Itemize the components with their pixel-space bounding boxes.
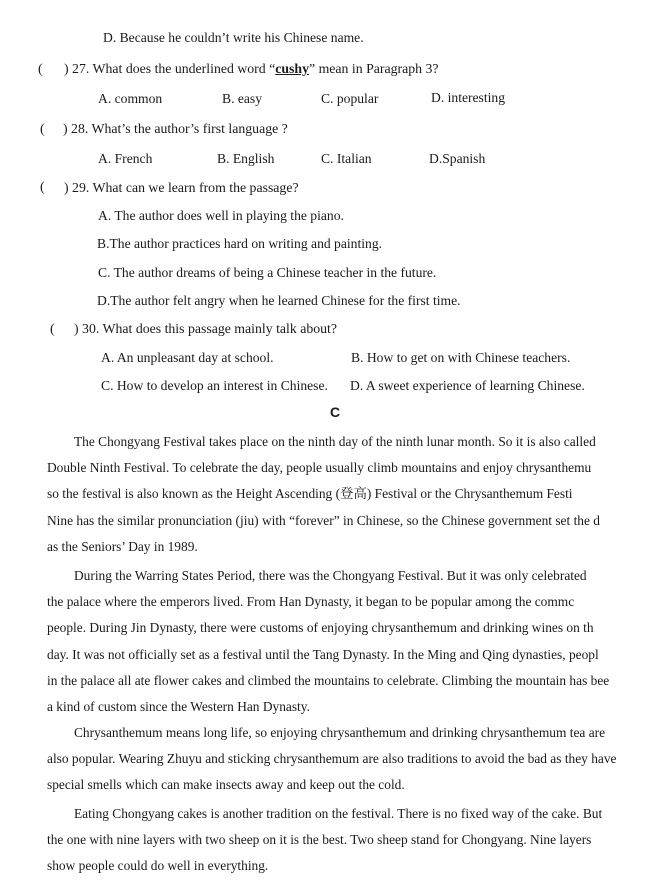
q29-answer-paren[interactable]: (	[40, 180, 45, 195]
q27-answer-paren[interactable]: (	[38, 62, 43, 77]
passage-line: special smells which can make insects away and keep out the cold.	[47, 777, 405, 793]
passage-paragraph-2	[47, 563, 656, 720]
passage-line: also popular. Wearing Zhuyu and sticking chrysanthemum are also traditions to avoid the bad as they have	[47, 751, 617, 767]
q27-underlined-word: cushy	[275, 61, 309, 76]
q29-stem-text: What can we learn from the passage?	[89, 180, 299, 195]
passage-paragraph-3	[47, 720, 656, 799]
q29-stem	[64, 179, 299, 197]
q27-number: ) 27.	[64, 61, 90, 76]
passage-line: the palace where the emperors lived. From Han Dynasty, it began to be popular among the commc	[47, 594, 575, 610]
passage-line: During the Warring States Period, there was the Chongyang Festival. But it was only celebrated	[74, 568, 587, 583]
passage-line: in the palace all ate flower cakes and climbed the mountains to celebrate. Climbing the mountain has bee	[47, 672, 610, 688]
q29-option-b[interactable]: B.The author practices hard on writing and painting.	[97, 236, 383, 251]
q27-stem	[64, 60, 438, 78]
passage-line: show people could do well in everything.	[47, 858, 269, 874]
q28-stem-text: What’s the author’s first language ?	[88, 121, 288, 136]
passage-paragraph-1	[47, 429, 656, 560]
q28-option-c[interactable]: C. Italian	[321, 151, 372, 166]
q28-option-a[interactable]: A. French	[98, 151, 153, 166]
q30-answer-paren[interactable]: (	[50, 322, 55, 337]
q29-number: ) 29.	[64, 180, 90, 195]
q27-stem-text-after: ” mean in Paragraph 3?	[309, 61, 439, 76]
passage-line: the one with nine layers with two sheep on it is the best. Two sheep stand for Chongyang. Nine layers	[47, 832, 592, 848]
q27-option-d[interactable]: D. interesting	[431, 90, 505, 105]
q28-stem	[63, 120, 288, 138]
q27-option-c[interactable]: C. popular	[321, 91, 379, 106]
q28-option-d[interactable]: D.Spanish	[429, 151, 486, 166]
passage-line: Double Ninth Festival. To celebrate the day, people usually climb mountains and enjoy chrysanthemu	[47, 460, 592, 476]
passage-line: day. It was not officially set as a festival until the Tang Dynasty. In the Ming and Qing dynasties, peopl	[47, 646, 599, 662]
q30-option-a[interactable]: A. An unpleasant day at school.	[101, 350, 274, 365]
section-heading: C	[330, 404, 341, 420]
q30-stem	[74, 320, 337, 338]
passage-line: a kind of custom since the Western Han Dynasty.	[47, 698, 310, 714]
q29-option-d[interactable]: D.The author felt angry when he learned Chinese for the first time.	[97, 293, 461, 308]
q30-option-d[interactable]: D. A sweet experience of learning Chinese.	[350, 378, 585, 393]
q29-option-a[interactable]: A. The author does well in playing the piano.	[98, 208, 344, 223]
q30-option-b[interactable]: B. How to get on with Chinese teachers.	[351, 350, 571, 365]
q29-option-c[interactable]: C. The author dreams of being a Chinese teacher in the future.	[98, 265, 437, 280]
passage-line: so the festival is also known as the Height Ascending (登高) Festival or the Chrysanthemum Festi	[47, 486, 573, 502]
q28-number: ) 28.	[63, 121, 89, 136]
q28-option-b[interactable]: B. English	[217, 151, 275, 166]
passage-line: The Chongyang Festival takes place on the ninth day of the ninth lunar month. So it is also called	[74, 434, 596, 449]
q30-option-c[interactable]: C. How to develop an interest in Chinese.	[101, 378, 328, 393]
q27-stem-text-before: What does the underlined word “	[89, 61, 276, 76]
passage-line: people. During Jin Dynasty, there were customs of enjoying chrysanthemum and drinking wines on th	[47, 620, 594, 636]
q30-stem-text: What does this passage mainly talk about?	[99, 321, 337, 336]
passage-line: as the Seniors’ Day in 1989.	[47, 538, 198, 554]
passage-paragraph-4	[47, 801, 656, 880]
passage-line: Eating Chongyang cakes is another tradition on the festival. There is no fixed way of the cake. But	[74, 806, 603, 821]
q26-option-d: D. Because he couldn’t write his Chinese name.	[103, 30, 364, 45]
passage-line: Chrysanthemum means long life, so enjoying chrysanthemum and drinking chrysanthemum tea are	[74, 725, 606, 740]
q28-answer-paren[interactable]: (	[40, 122, 45, 137]
q30-number: ) 30.	[74, 321, 100, 336]
q27-option-a[interactable]: A. common	[98, 91, 163, 106]
q27-option-b[interactable]: B. easy	[222, 91, 263, 106]
passage-line: Nine has the similar pronunciation (jiu) with “forever” in Chinese, so the Chinese government set the d	[47, 512, 600, 528]
